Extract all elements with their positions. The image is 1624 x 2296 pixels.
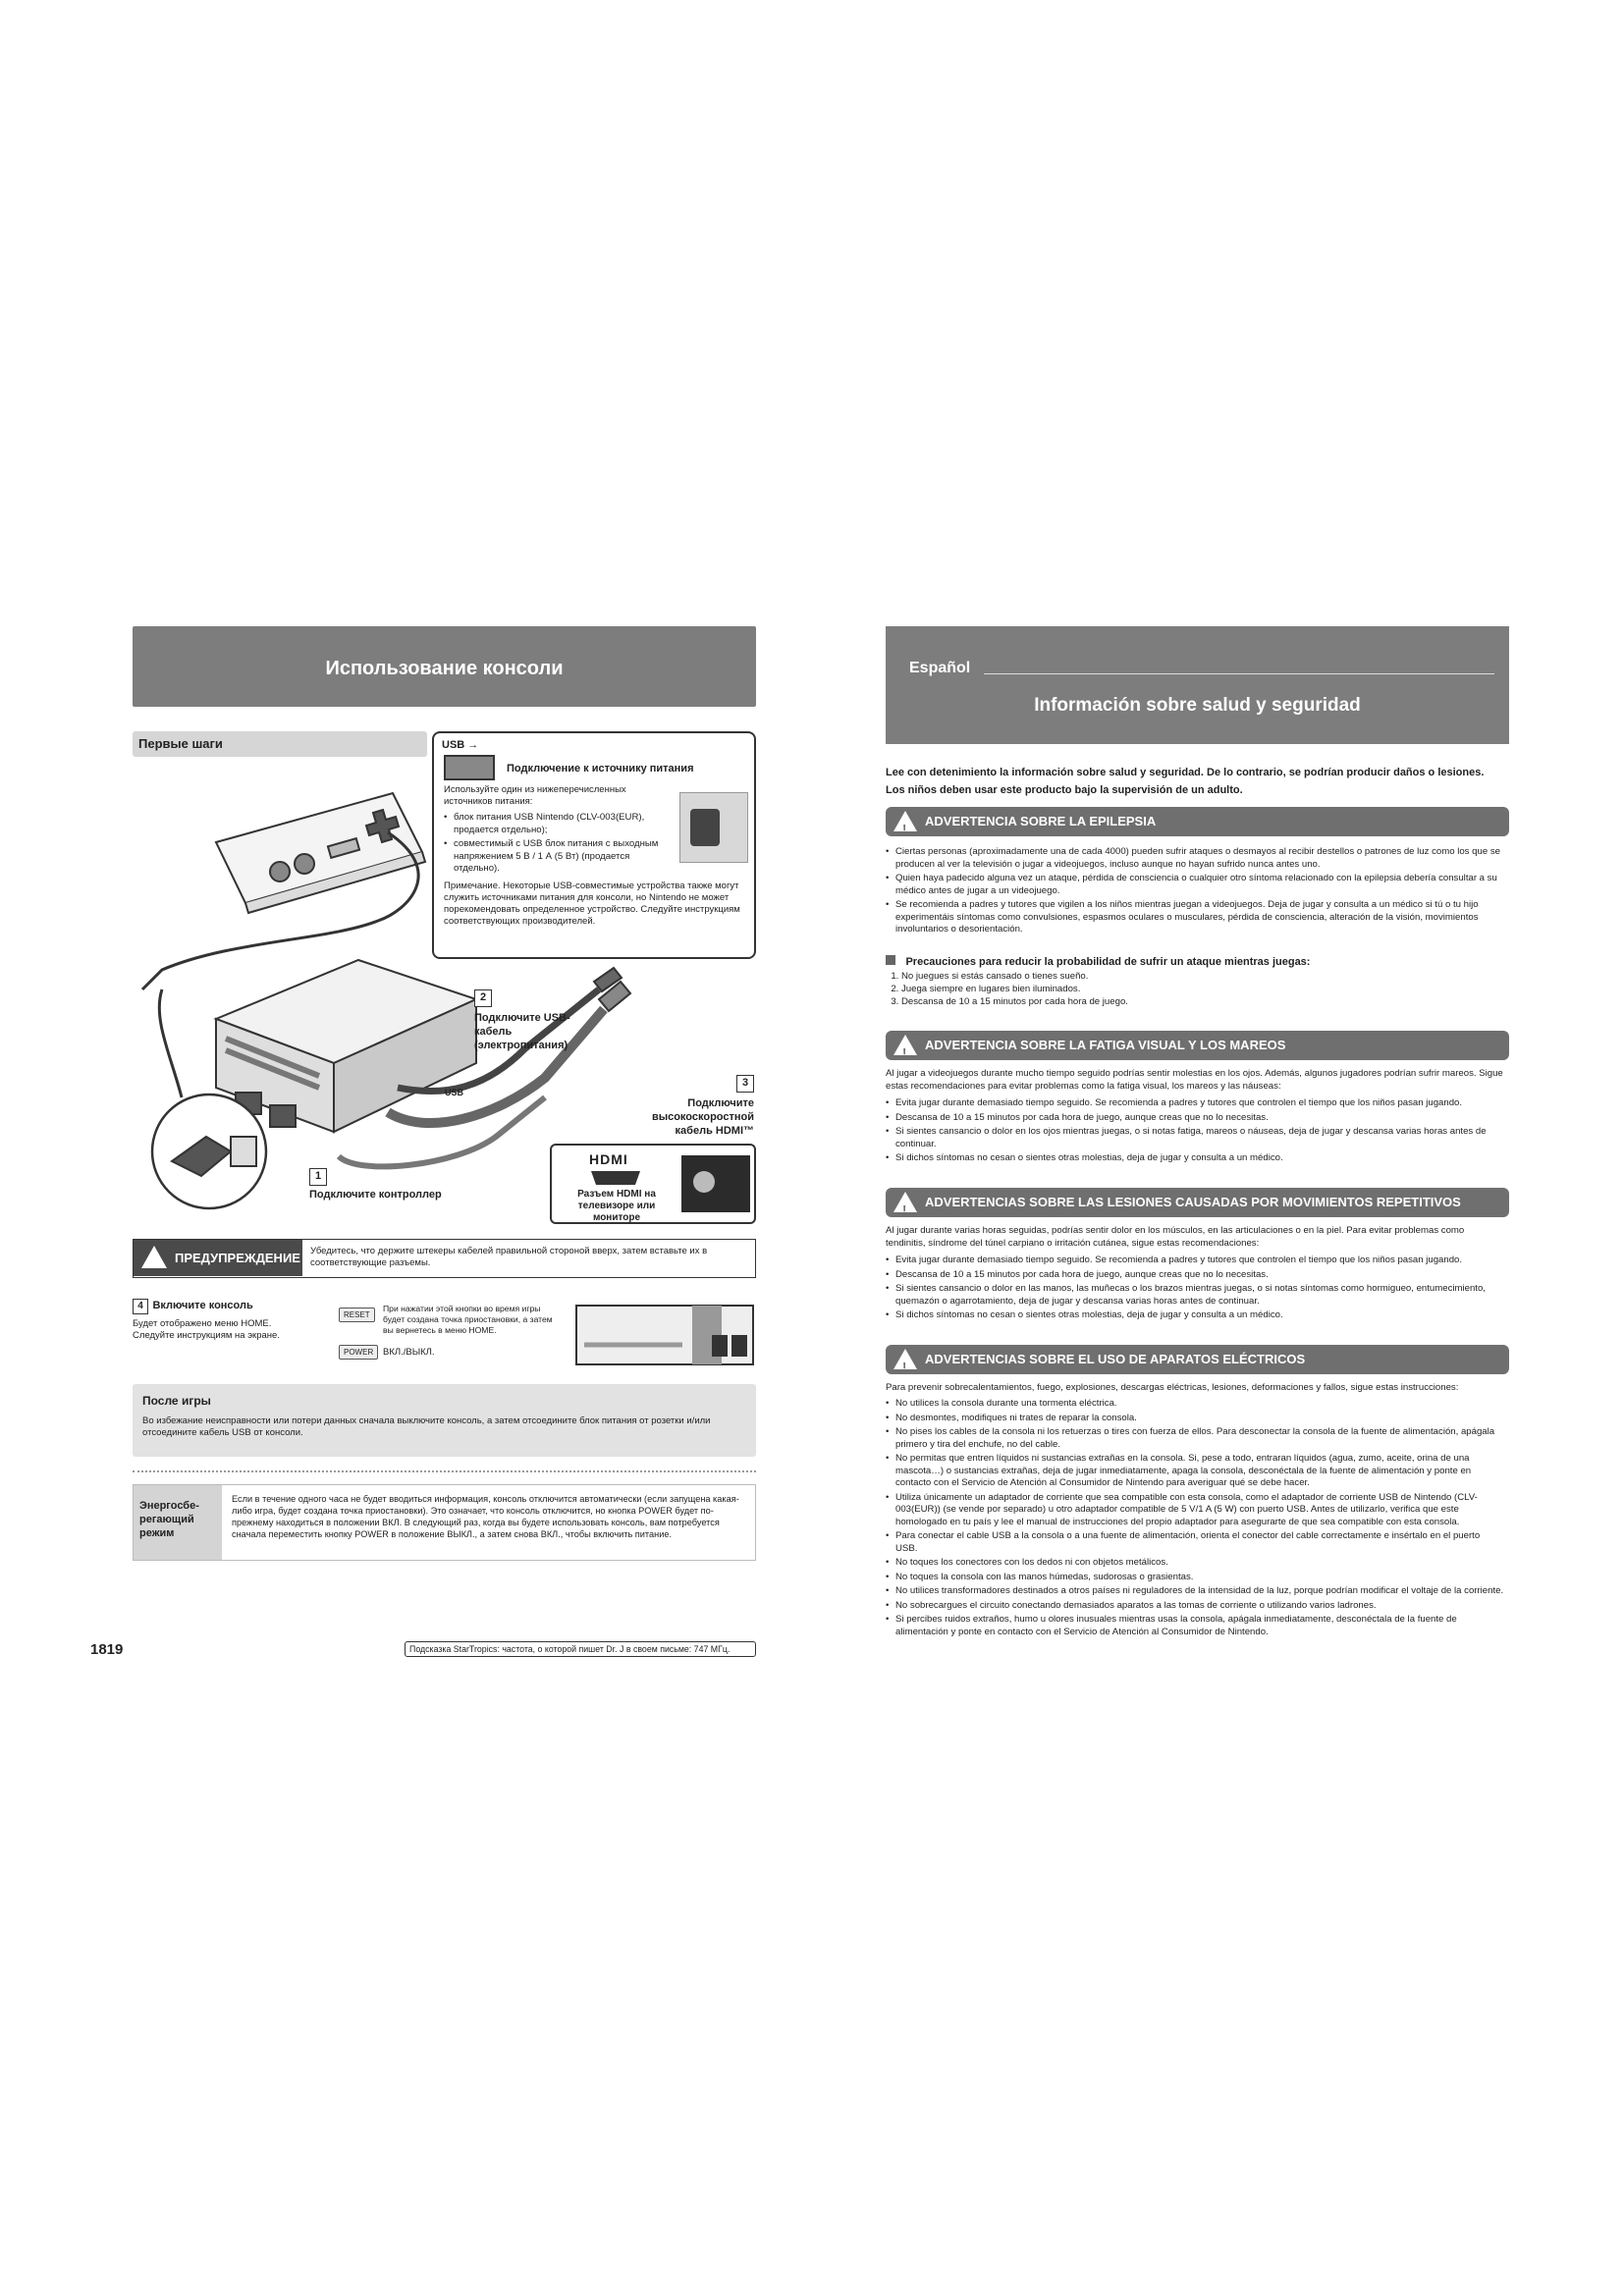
usb-port-icon: USB → — [442, 739, 479, 751]
list-item: • No utilices la consola durante una tormenta eléctrica. — [886, 1398, 1504, 1411]
list-item: • Utiliza únicamente un adaptador de corriente que sea compatible con esta consola, como el adaptador de corriente USB de Nintendo (CLV-003(EUR)) (se vende por separado) u otro adaptador compatible de 5 V/1 A (5 W) con puerto USB. Antes de utilizarlo, verifica que este homologado en tu país y lee el manual de instrucciones del propio adaptador para asegurarte de que sea compatible con esta consola. — [886, 1492, 1504, 1529]
step-3 — [628, 1073, 754, 1138]
warning-label-bg — [134, 1240, 302, 1276]
warning-box — [133, 1239, 756, 1278]
right-intro: Lee con detenimiento la información sobre salud y seguridad. De lo contrario, se podrían producir daños o lesiones. Los niños deben usar este producto bajo la supervisión de un adulto. — [886, 767, 1485, 796]
dotted-divider — [133, 1470, 756, 1472]
repetitive-bar — [886, 1188, 1509, 1217]
callout-note: Примечание. Некоторые USB-совместимые устройства также могут служить источниками питания для консоли, но Nintendo не может порекомендовать определенное устройство. Следуйте инструкциям соответствующих производителей. — [444, 881, 740, 927]
epilepsy-subheader — [886, 952, 1504, 970]
warning-icon — [893, 1192, 917, 1212]
square-bullet-icon — [886, 955, 895, 965]
lang-rule — [984, 673, 1494, 674]
list-item: • Quien haya padecido alguna vez un ataque, pérdida de consciencia o cualquier otro síntoma relacionado con la epilepsia debería consultar a su médico antes de jugar a un videojuego. — [886, 873, 1504, 897]
list-item: 2. Juega siempre en lugares bien iluminados. — [901, 983, 1490, 995]
power-button-icon: POWER — [339, 1345, 378, 1360]
list-item: • No toques la consola con las manos húmedas, sudorosas o grasientas. — [886, 1572, 1504, 1584]
hdmi-logo: HDMI — [589, 1151, 628, 1167]
left-banner-title: Использование консоли — [325, 658, 564, 679]
repetitive-bullets — [886, 1255, 1504, 1324]
energy-box — [133, 1484, 756, 1561]
list-item: • No pises los cables de la consola ni los retuerzas o tires con fuerza de ellos. Para desconectar la consola de la fuente de alimentación, apágala primero y tira del enchufe, no del cable. — [886, 1426, 1504, 1451]
step-2-number: 2 — [474, 989, 492, 1007]
right-banner-title: Información sobre salud y seguridad — [1034, 695, 1361, 716]
list-item: 1. No juegues si estás cansado o tienes sueño. — [901, 970, 1490, 983]
electric-title: ADVERTENCIAS SOBRE EL USO DE APARATOS ELÉCTRICOS — [925, 1352, 1306, 1366]
callout-bullet: • блок питания USB Nintendo (CLV-003(EUR), продается отдельно); — [444, 812, 670, 836]
step-4-title: Включите консоль — [152, 1300, 253, 1311]
hint-box — [405, 1641, 756, 1657]
list-item: • No toques los conectores con los dedos ni con objetos metálicos. — [886, 1557, 1504, 1570]
usb-small-label: USB — [445, 1088, 464, 1097]
list-item: • No utilices transformadores destinados a otros países ni reguladores de la intensidad de la luz, porque podrían modificar el voltaje de la corriente. — [886, 1585, 1504, 1598]
after-game-box — [133, 1384, 756, 1457]
after-game-text: Во избежание неисправности или потери данных сначала выключите консоль, а затем отсоедините блок питания от розетки и/или отсоедините кабель USB от консоли. — [142, 1415, 711, 1438]
list-item: • Descansa de 10 a 15 minutos por cada hora de juego, aunque creas que no lo necesitas. — [886, 1112, 1504, 1125]
epilepsy-subtitle: Precauciones para reducir la probabilidad de sufrir un ataque mientras juegas: — [905, 956, 1311, 968]
reset-button-icon: RESET — [339, 1308, 375, 1322]
electric-bar — [886, 1345, 1509, 1374]
list-item: • Si percibes ruidos extraños, humo u olores inusuales mientras usas la consola, apágala inmediatamente, desconéctala de la fuente de alimentación y ponte en contacto con el Servicio de Atención al Consumidor de Nintendo. — [886, 1614, 1504, 1638]
repetitive-intro: Al jugar durante varias horas seguidas, podrías sentir dolor en los músculos, en las articulaciones o en la piel. Para evitar problemas como tendinitis, síndrome del túnel carpiano o irritación cutánea, sigue estas recomendaciones: — [886, 1225, 1465, 1249]
controller-drawing — [216, 793, 425, 913]
list-item: • Ciertas personas (aproximadamente una de cada 4000) pueden sufrir ataques o desmayos al recibir destellos o patrones de luz como los que se producen al ver la televisión o jugar a videojuegos, incluso aunque no hayan sufrido nunca antes uno. — [886, 846, 1504, 871]
warning-icon — [141, 1246, 167, 1268]
list-item: • No permitas que entren líquidos ni sustancias extrañas en la consola. Si, pese a todo, entraran líquidos (agua, zumo, aceite, orina de una mascota…) o sustancias extrañas, deja de jugar inmediatamente, apaga la consola, desconéctala de la fuente de alimentación y ponte en contacto con el Servicio de Atención al Consumidor de Nintendo para averiguar qué se debe hacer. — [886, 1453, 1504, 1490]
electric-bullets — [886, 1398, 1504, 1640]
energy-text: Если в течение одного часа не будет вводиться информация, консоль отключится автоматически (если запущена какая-либо игра, будет создана точка приостановки). Это означает, что консоль отключится, но кнопка POWER будет по-прежнему находиться в положении ВКЛ. В следующий раз, когда вы будете использовать консоль, вам потребуется сначала переместить кнопку POWER в положение ВЫКЛ., а затем снова ВКЛ., чтобы включить питание. — [232, 1494, 739, 1539]
electric-intro: Para prevenir sobrecalentamientos, fuego, explosiones, descargas eléctricas, lesiones, deformaciones y fallos, sigue estas instrucciones: — [886, 1382, 1459, 1393]
warning-icon — [893, 1035, 917, 1055]
callout-title: Подключение к источнику питания — [507, 763, 694, 774]
step-2-label: Подключите USB-кабель (электропитания) — [474, 1012, 570, 1051]
fatigue-bar — [886, 1031, 1509, 1060]
list-item: • Se recomienda a padres y tutores que vigilen a los niños mientras juegan a videojuegos. Deja de jugar y consulta a un médico si tú o tu hijo experimentáis síntomas como convulsiones, espasmos oculares o musculares, pérdida de consciencia, alteración de la visión, movimientos involuntarios o desorientación. — [886, 899, 1504, 936]
hdmi-port-shape — [591, 1171, 640, 1185]
power-callout — [432, 731, 756, 959]
list-item: • Para conectar el cable USB a la consola o a una fuente de alimentación, orienta el conector del cable correctamente e insértalo en el puerto USB. — [886, 1530, 1504, 1555]
list-item: • Si dichos síntomas no cesan o sientes otras molestias, deja de jugar y consulta a un médico. — [886, 1152, 1504, 1165]
step-3-number: 3 — [736, 1075, 754, 1093]
first-steps-header — [133, 731, 427, 757]
callout-intro: Используйте один из нижеперечисленных источников питания: — [444, 784, 626, 807]
step-4-number: 4 — [133, 1299, 148, 1314]
warning-label: ПРЕДУПРЕЖДЕНИЕ — [175, 1251, 300, 1265]
epilepsy-bullets — [886, 846, 1504, 938]
hint-text: Подсказка StarTropics: частота, о которой пишет Dr. J в своем письме: 747 МГц. — [409, 1644, 731, 1654]
left-banner — [133, 626, 756, 707]
list-item: • No sobrecargues el circuito conectando demasiados aparatos a las tomas de corriente o utilizando varios ladrones. — [886, 1600, 1504, 1613]
console-drawing — [216, 960, 476, 1132]
first-steps-title: Первые шаги — [138, 736, 223, 751]
power-adapter-photo — [679, 792, 748, 863]
warning-text: Убедитесь, что держите штекеры кабелей правильной стороной вверх, затем вставьте их в соответствующие разъемы. — [310, 1246, 708, 1268]
callout-bullet: • совместимый с USB блок питания с выходным напряжением 5 В / 1 А (5 Вт) (продается отдельно). — [444, 838, 670, 876]
fatigue-intro: Al jugar a videojuegos durante mucho tiempo seguido podrías sentir molestias en los ojos. Además, algunos jugadores podrían sufrir mareos. Sigue estas recomendaciones para evitar problemas como la fatiga visual, los mareos y las náuseas: — [886, 1068, 1503, 1092]
warning-icon — [893, 811, 917, 831]
epilepsy-title: ADVERTENCIA SOBRE LA EPILEPSIA — [925, 814, 1157, 828]
step-2 — [474, 988, 582, 1052]
list-item: • Evita jugar durante demasiado tiempo seguido. Se recomienda a padres y tutores que controlen el tiempo que los niños pasan jugando. — [886, 1097, 1504, 1110]
list-item: • Si sientes cansancio o dolor en las manos, las muñecas o los brazos mientras juegas, o si notas síntomas como hormigueo, entumecimiento, quemazón o agarrotamiento, deja de jugar y descansa varias horas antes de continuar. — [886, 1283, 1504, 1308]
page-number: 1819 — [90, 1641, 124, 1658]
console-front-drawing — [574, 1301, 756, 1369]
hdmi-port-label: Разъем HDMI на телевизоре или мониторе — [577, 1189, 656, 1223]
list-item: • Si dichos síntomas no cesan o sientes otras molestias, deja de jugar y consulta a un médico. — [886, 1309, 1504, 1322]
step-1-number: 1 — [309, 1168, 327, 1186]
step-4-text: Будет отображено меню HOME. Следуйте инструкциям на экране. — [133, 1318, 280, 1341]
list-item: • Evita jugar durante demasiado tiempo seguido. Se recomienda a padres y tutores que controlen el tiempo que los niños pasan jugando. — [886, 1255, 1504, 1267]
energy-title: Энергосбе-регающий режим — [139, 1500, 199, 1539]
list-item: • No desmontes, modifiques ni trates de reparar la consola. — [886, 1413, 1504, 1425]
callout-bullets — [444, 812, 670, 878]
tv-screen-drawing — [681, 1155, 750, 1212]
lang-label: Español — [909, 660, 971, 676]
fatigue-title: ADVERTENCIA SOBRE LA FATIGA VISUAL Y LOS MAREOS — [925, 1038, 1286, 1052]
step-3-label: Подключите высокоскоростной кабель HDMI™ — [651, 1097, 754, 1137]
epilepsy-steps — [886, 970, 1490, 1008]
usb-port-shape — [444, 755, 495, 780]
reset-text: При нажатии этой кнопки во время игры будет создана точка приостановки, а затем вы вернетесь в меню HOME. — [383, 1304, 553, 1335]
step-1 — [309, 1166, 486, 1201]
hdmi-tv-callout — [550, 1144, 756, 1224]
repetitive-title: ADVERTENCIAS SOBRE LAS LESIONES CAUSADAS POR MOVIMIENTOS REPETITIVOS — [925, 1195, 1461, 1209]
step-4 — [133, 1296, 329, 1342]
list-item: • Descansa de 10 a 15 minutos por cada hora de juego, aunque creas que no lo necesitas. — [886, 1269, 1504, 1282]
after-game-title: После игры — [142, 1394, 211, 1408]
fatigue-bullets — [886, 1097, 1504, 1167]
list-item: • Si sientes cansancio o dolor en los ojos mientras juegas, o si notas fatiga, mareos o náuseas, deja de jugar y descansa varias horas antes de continuar. — [886, 1126, 1504, 1150]
warning-icon — [893, 1349, 917, 1369]
power-text: ВКЛ./ВЫКЛ. — [383, 1347, 435, 1358]
right-banner — [886, 626, 1509, 744]
step-1-label: Подключите контроллер — [309, 1189, 442, 1201]
energy-title-bg — [134, 1485, 222, 1560]
list-item: 3. Descansa de 10 a 15 minutos por cada hora de juego. — [901, 995, 1490, 1008]
epilepsy-bar — [886, 807, 1509, 836]
